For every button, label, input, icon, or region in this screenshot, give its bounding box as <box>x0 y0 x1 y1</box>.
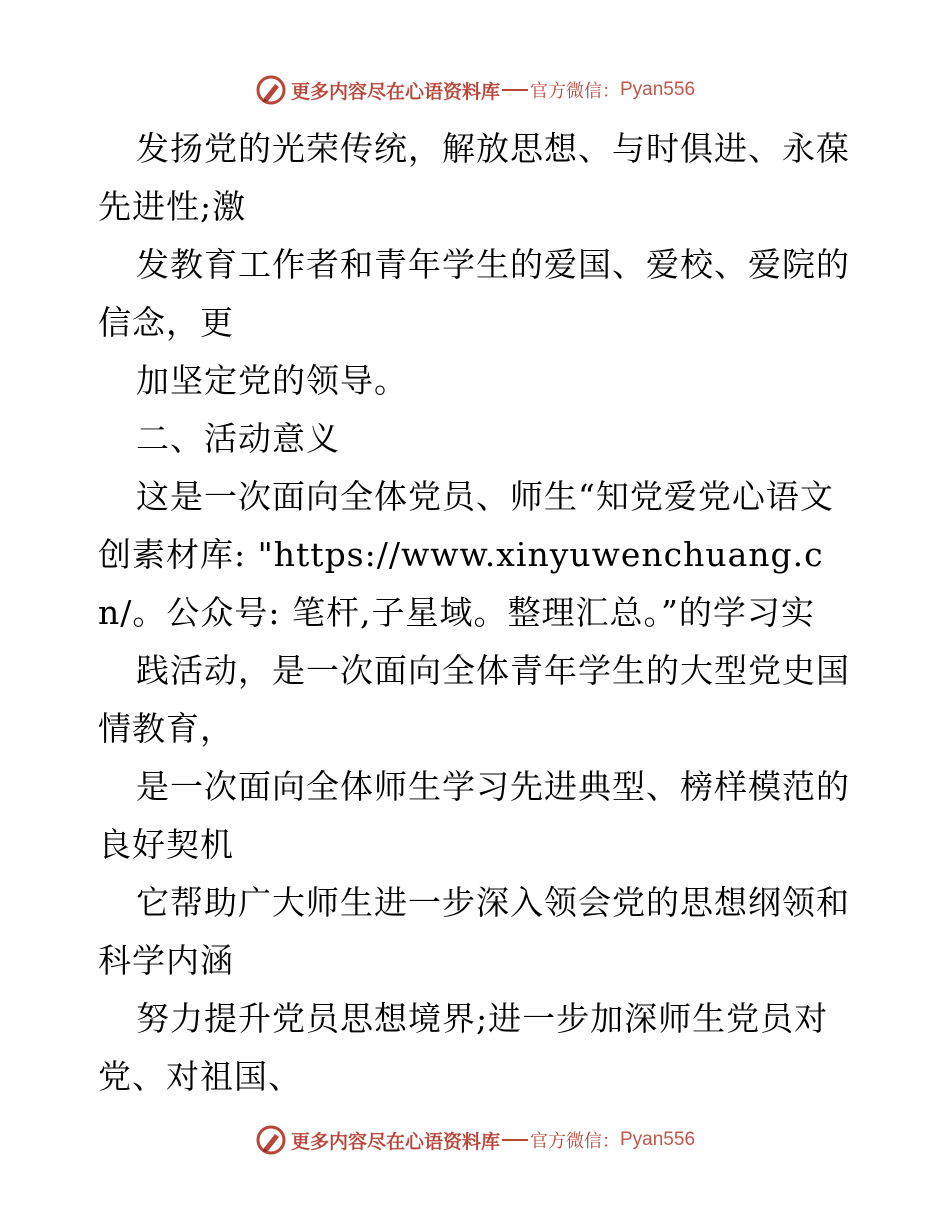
paragraph: 发扬党的光荣传统，解放思想、与时俱进、永葆先进性;激 <box>98 129 850 226</box>
library-text: 更多内容尽在心语资料库 <box>290 80 500 103</box>
pen-logo-icon <box>255 1124 287 1156</box>
wechat-label: 官方微信： <box>530 81 620 102</box>
paragraph: 努力提升党员思想境界;进一步加深师生党员对党、对祖国、 <box>98 999 829 1096</box>
library-text: 更多内容尽在心语资料库 <box>290 1130 500 1153</box>
paragraph: 它帮助广大师生进一步深入领会党的思想纲领和科学内涵 <box>98 883 850 980</box>
footer-watermark <box>0 1122 950 1158</box>
header-watermark <box>0 72 950 108</box>
paragraph: 这是一次面向全体党员、师生“知党爱党心语文创素材库: "https://www.xinyuwenchuang.cn/。公众号: 笔杆,子星域。整理汇总。”的学习实 <box>98 477 834 632</box>
pen-logo-icon <box>255 74 287 106</box>
separator-dash <box>502 1139 528 1141</box>
paragraph: 加坚定党的领导。 <box>136 361 408 400</box>
wechat-id: Pyan556 <box>620 79 696 100</box>
document-body <box>98 120 858 1106</box>
paragraph: 践活动，是一次面向全体青年学生的大型党史国情教育， <box>98 651 850 748</box>
section-heading: 二、活动意义 <box>136 419 340 458</box>
separator-dash <box>502 89 528 91</box>
wechat-id: Pyan556 <box>620 1129 696 1150</box>
wechat-label: 官方微信： <box>530 1131 620 1152</box>
paragraph: 是一次面向全体师生学习先进典型、榜样模范的良好契机 <box>98 767 850 864</box>
paragraph: 发教育工作者和青年学生的爱国、爱校、爱院的信念，更 <box>98 245 850 342</box>
